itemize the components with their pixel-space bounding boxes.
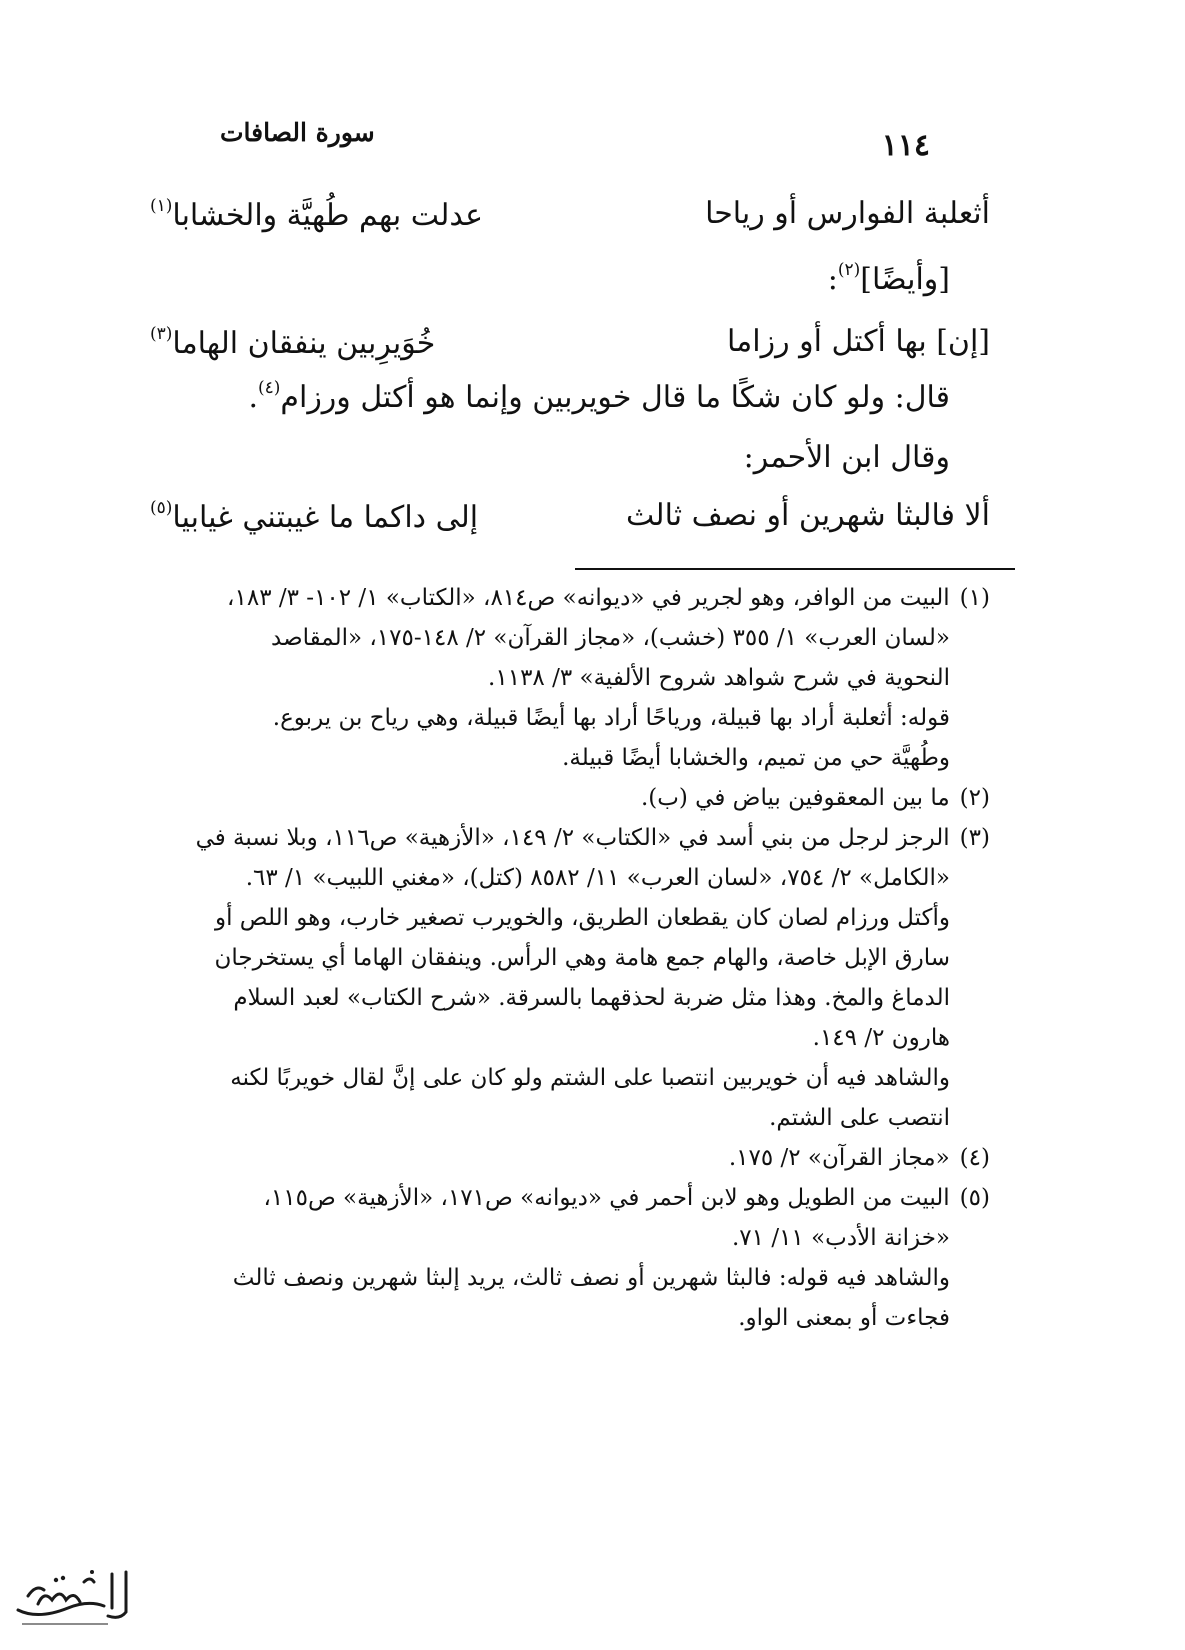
footnote-line: «لسان العرب» ١/ ٣٥٥ (خشب)، «مجاز القرآن» ٢/ ١٤٨-١٧٥، «المقاصد: [271, 625, 950, 651]
prose-line: [744, 440, 950, 475]
verse-hemistich: [150, 196, 483, 233]
footnote-3: [150, 818, 990, 1138]
verse-line: [150, 324, 990, 361]
footnote-marker: (٥): [150, 498, 173, 518]
verse-hemistich-text: إلى داكما ما غيبتني غيابيا: [172, 500, 479, 535]
footnote-ref: (٢): [959, 785, 990, 811]
footnote-line: قوله: أثعلبة أراد بها قبيلة، ورياحًا أراد بها أيضًا قبيلة، وهي رياح بن يربوع.: [272, 705, 950, 731]
footnote-line: [150, 578, 990, 618]
footnote-line: انتصب على الشتم.: [769, 1105, 950, 1131]
prose-text: وقال ابن الأحمر:: [743, 440, 950, 475]
footnote-text: البيت من الوافر، وهو لجرير في «ديوانه» ص٨١٤، «الكتاب» ١/ ١٠٢- ٣/ ١٨٣،: [227, 585, 950, 611]
prose-line: [248, 378, 950, 415]
footnote-line: الدماغ والمخ. وهذا مثل ضربة لحذقهما بالسرقة. «شرح الكتاب» لعبد السلام: [233, 985, 950, 1011]
footnote-2: [150, 778, 990, 818]
prose-text: قال: ولو كان شكًا ما قال خويربين وإنما هو أكتل ورزام: [280, 380, 950, 415]
footnote-line: هارون ٢/ ١٤٩.: [812, 1025, 950, 1051]
verse-hemistich: [إن] بها أكتل أو رزاما: [727, 324, 990, 359]
footnote-line: وأكتل ورزام لصان كان يقطعان الطريق، والخويرب تصغير خارب، وهو اللص أو: [214, 905, 950, 931]
footnote-line: وطُهيَّة حي من تميم، والخشابا أيضًا قبيلة.: [562, 745, 950, 771]
verse-hemistich: أثعلبة الفوارس أو رياحا: [705, 196, 990, 231]
prose-line: [828, 260, 950, 297]
footnote-text: البيت من الطويل وهو لابن أحمر في «ديوانه» ص١٧١، «الأزهية» ص١١٥،: [263, 1185, 950, 1211]
calligraphy-stamp-logo: [8, 1560, 138, 1630]
footnote-line: [150, 778, 990, 818]
footnote-4: [150, 1138, 990, 1178]
verse-hemistich-text: عدلت بهم طُهيَّة والخشابا: [172, 198, 483, 233]
verse-hemistich-text: خُوَيرِبين ينفقان الهاما: [172, 326, 436, 361]
footnote-1: [150, 578, 990, 778]
footnote-ref: (١): [959, 585, 990, 611]
footnote-line: والشاهد فيه أن خويربين انتصبا على الشتم ولو كان على إنَّ لقال خويربًا لكنه: [230, 1065, 950, 1091]
footnote-line: [150, 1138, 990, 1178]
footnote-ref: (٣): [959, 825, 990, 851]
surah-title: سورة الصافات: [220, 118, 375, 147]
footnote-line: [150, 818, 990, 858]
footnote-text: الرجز لرجل من بني أسد في «الكتاب» ٢/ ١٤٩، «الأزهية» ص١١٦، وبلا نسبة في: [195, 825, 950, 851]
footnote-line: [150, 1178, 990, 1218]
footnote-line: والشاهد فيه قوله: فالبثا شهرين أو نصف ثالث، يريد إلبثا شهرين ونصف ثالث: [232, 1265, 950, 1291]
footnote-ref: (٥): [959, 1185, 990, 1211]
footnote-line: فجاءت أو بمعنى الواو.: [738, 1305, 950, 1331]
footnote-marker: (٣): [150, 324, 173, 344]
prose-text: :: [827, 262, 838, 297]
footnote-line: «الكامل» ٢/ ٧٥٤، «لسان العرب» ١١/ ٨٥٨٢ (كتل)، «مغني اللبيب» ١/ ٦٣.: [245, 865, 950, 891]
verse-hemistich: [150, 324, 435, 361]
prose-text: .: [248, 380, 258, 415]
footnote-marker: (٤): [257, 378, 281, 398]
footnote-marker: (٢): [837, 260, 861, 280]
footnote-separator: [575, 568, 1015, 570]
footnote-line: سارق الإبل خاصة، والهام جمع هامة وهي الرأس. وينفقان الهاما أي يستخرجان: [214, 945, 950, 971]
footnote-text: «مجاز القرآن» ٢/ ١٧٥.: [728, 1145, 950, 1171]
footnotes: [150, 578, 990, 1338]
footnote-marker: (١): [150, 196, 173, 216]
footnote-5: [150, 1178, 990, 1338]
footnote-line: «خزانة الأدب» ١١/ ٧١.: [731, 1225, 950, 1251]
footnote-line: النحوية في شرح شواهد شروح الألفية» ٣/ ١١٣٨.: [488, 665, 950, 691]
footnote-ref: (٤): [959, 1145, 990, 1171]
stamp-logo-icon: [8, 1560, 138, 1630]
verse-line: [150, 196, 990, 233]
verse-hemistich: [150, 498, 478, 535]
verse-line: [150, 498, 990, 535]
prose-text: [وأيضًا]: [860, 262, 950, 297]
verse-hemistich: ألا فالبثا شهرين أو نصف ثالث: [625, 498, 990, 533]
page-number: ١١٤: [881, 128, 930, 163]
footnote-text: ما بين المعقوفين بياض في (ب).: [640, 785, 950, 811]
